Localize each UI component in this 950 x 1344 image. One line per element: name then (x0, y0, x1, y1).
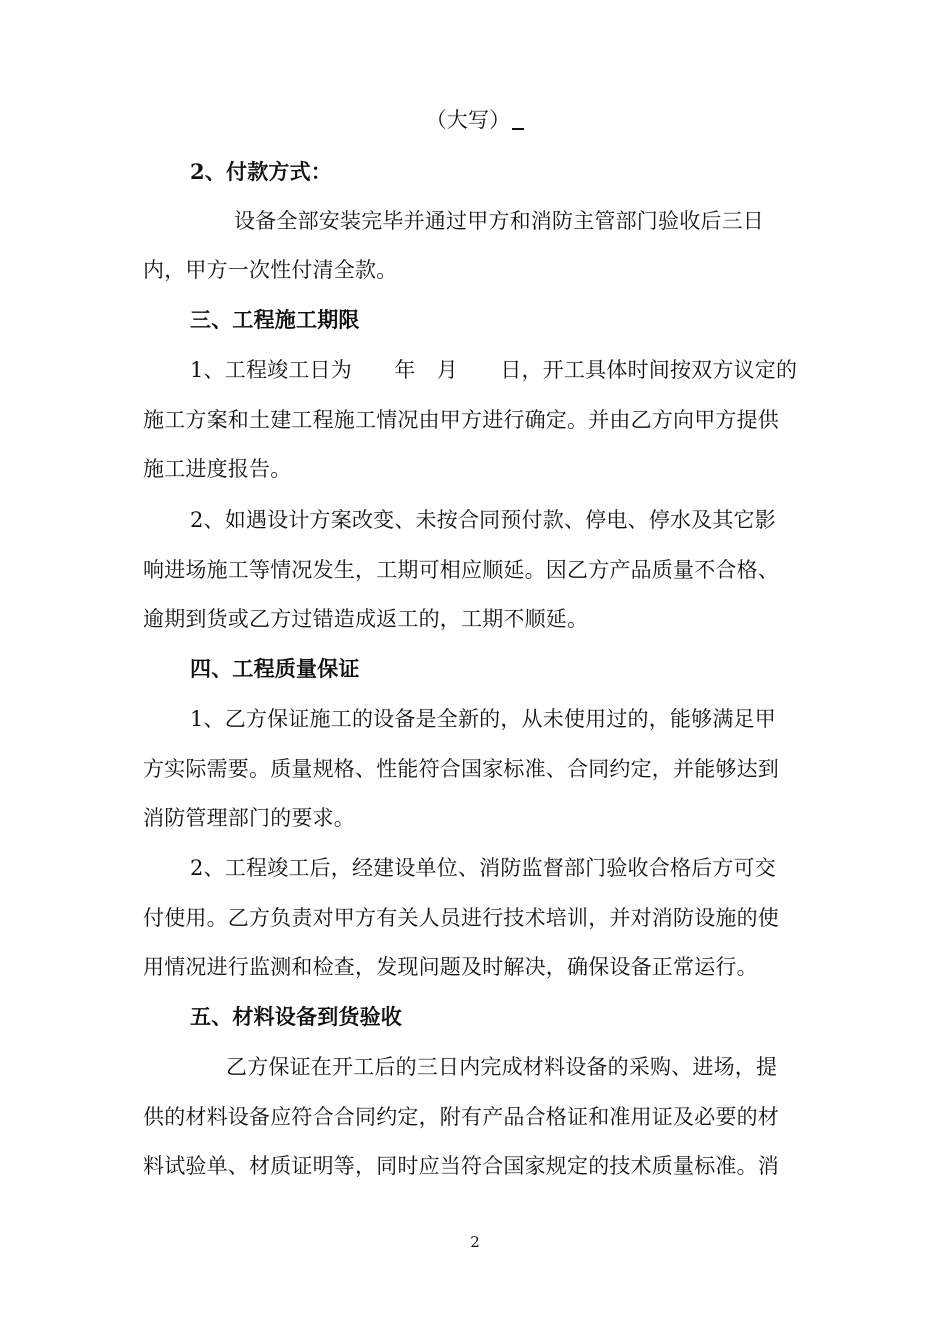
section-3-paragraph-line: 施工进度报告。 (143, 457, 292, 481)
section-4-paragraph-line: 付使用。乙方负责对甲方有关人员进行技术培训，并对消防设施的使 (143, 906, 779, 930)
section-5-paragraph-line: 乙方保证在开工后的三日内完成材料设备的采购、进场，提 (226, 1055, 778, 1079)
section-4-paragraph-line: 用情况进行监测和检查，发现问题及时解决，确保设备正常运行。 (143, 955, 758, 979)
capital-amount-blank (512, 114, 524, 130)
section-4-paragraph-line: 2、工程竣工后，经建设单位、消防监督部门验收合格后方可交 (190, 856, 776, 880)
section-5-paragraph-line: 料试验单、材质证明等，同时应当符合国家规定的技术质量标准。消 (143, 1154, 779, 1178)
section-3-paragraph-line: 施工方案和土建工程施工情况由甲方进行确定。并由乙方向甲方提供 (143, 408, 779, 432)
section-4-heading: 四、工程质量保证 (190, 656, 360, 681)
section-5-heading: 五、材料设备到货验收 (190, 1004, 402, 1029)
payment-paragraph-line: 内，甲方一次性付清全款。 (143, 258, 398, 282)
section-5-paragraph-line: 供的材料设备应符合合同约定，附有产品合格证和准用证及必要的材 (143, 1105, 779, 1129)
section-3-paragraph-line: 2、如遇设计方案改变、未按合同预付款、停电、停水及其它影 (190, 508, 776, 532)
section-3-paragraph-line: 1、工程竣工日为 年 月 日，开工具体时间按双方议定的 (190, 358, 798, 382)
section-4-paragraph-line: 1、乙方保证施工的设备是全新的，从未使用过的，能够满足甲 (190, 707, 776, 731)
section-4-paragraph-line: 方实际需要。质量规格、性能符合国家标准、合同约定，并能够达到 (143, 757, 779, 781)
section-3-paragraph-line: 响进场施工等情况发生，工期可相应顺延。因乙方产品质量不合格、 (143, 558, 779, 582)
section-3-paragraph-line: 逾期到货或乙方过错造成返工的，工期不顺延。 (143, 607, 589, 631)
capital-amount-line (0, 95, 950, 145)
section-3-heading: 三、工程施工期限 (190, 307, 360, 332)
page-number: 2 (470, 1233, 480, 1251)
payment-method-heading: 2、付款方式： (190, 159, 333, 184)
capital-amount-label: （大写） (425, 108, 511, 132)
section-4-paragraph-line: 消防管理部门的要求。 (143, 806, 355, 830)
payment-paragraph-line: 设备全部安装完毕并通过甲方和消防主管部门验收后三日 (234, 209, 764, 233)
